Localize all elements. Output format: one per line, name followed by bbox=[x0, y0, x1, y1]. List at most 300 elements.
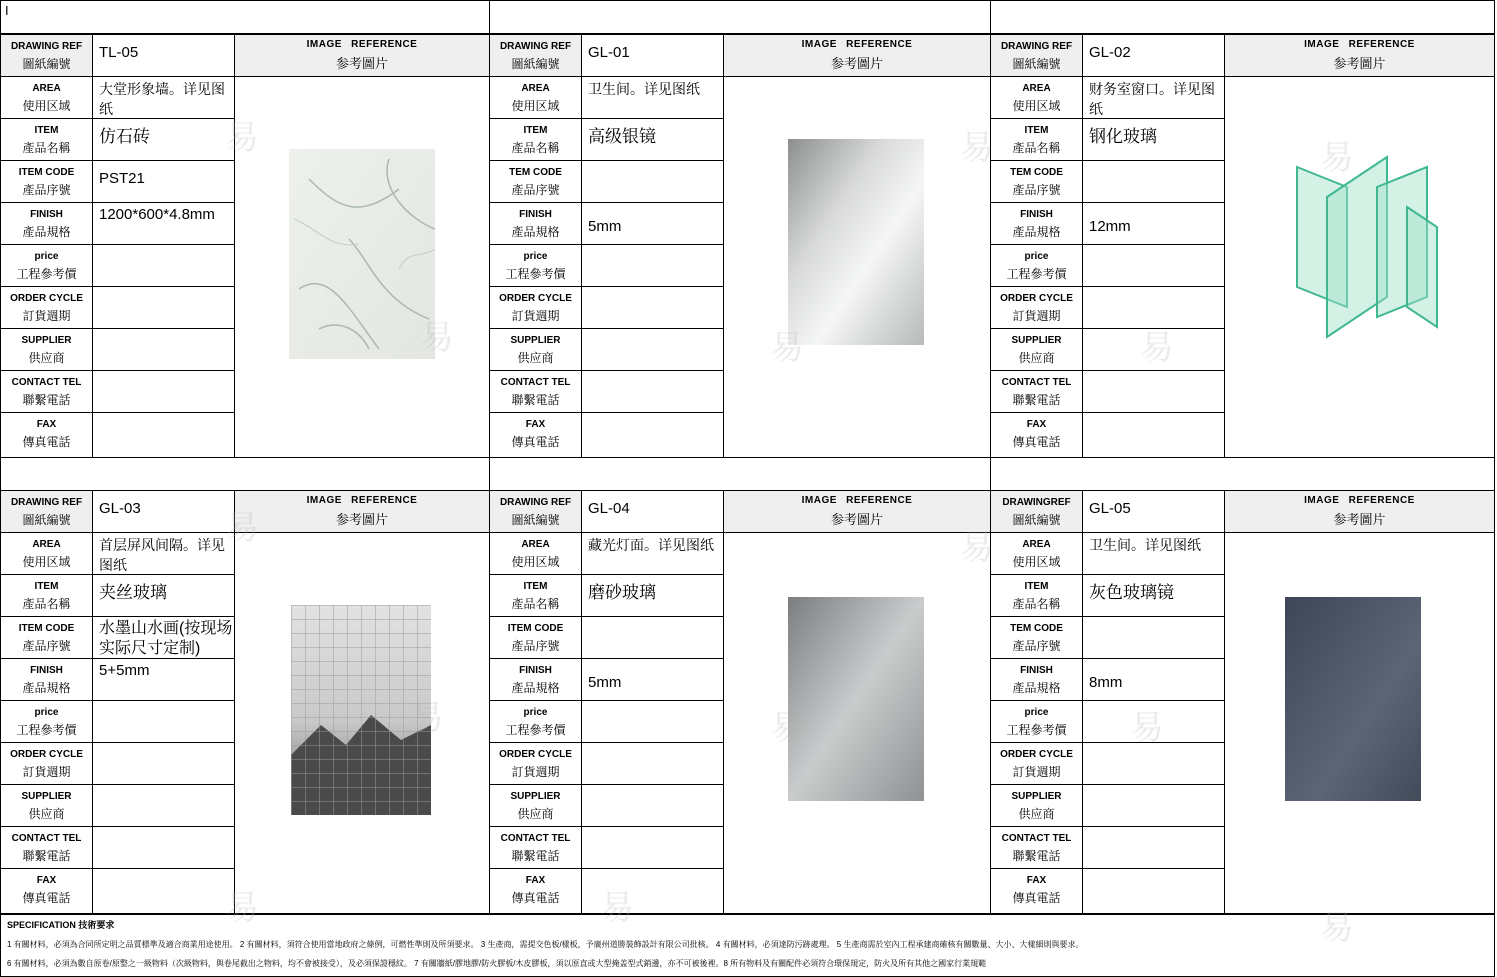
label-item bbox=[991, 575, 1082, 617]
label-fax bbox=[490, 869, 581, 910]
label-item bbox=[490, 575, 581, 617]
label-zh: 使用区域 bbox=[1012, 554, 1061, 569]
label-drawing_ref_alt bbox=[991, 491, 1082, 533]
material-panel bbox=[0, 34, 490, 458]
label-fax bbox=[1, 869, 92, 910]
separator-cell[interactable] bbox=[1, 458, 490, 491]
label-zh: 供应商 bbox=[28, 350, 65, 365]
label-en: SUPPLIER bbox=[1011, 790, 1062, 802]
label-en: AREA bbox=[521, 538, 550, 550]
label-zh: 訂貨週期 bbox=[511, 308, 560, 323]
label-zh: 傳真電話 bbox=[1012, 890, 1061, 905]
item-code-value[interactable] bbox=[582, 617, 723, 659]
label-en: ORDER CYCLE bbox=[1000, 748, 1073, 760]
label-en: AREA bbox=[1022, 538, 1051, 550]
watermark-glyph: 易 bbox=[410, 698, 444, 738]
label-fax bbox=[991, 413, 1082, 454]
area-value[interactable]: 财务室窗口。详见图纸 bbox=[1083, 77, 1224, 119]
drawing-ref-value[interactable]: TL-05 bbox=[93, 35, 234, 77]
order-cycle-value[interactable] bbox=[93, 743, 234, 785]
label-en: DRAWINGREF bbox=[1002, 496, 1071, 508]
top-cell-3[interactable] bbox=[991, 1, 1494, 33]
item-value[interactable]: 磨砂玻璃 bbox=[582, 575, 723, 617]
fax-value[interactable] bbox=[1083, 413, 1224, 454]
contact-tel-value[interactable] bbox=[1083, 371, 1224, 413]
label-en: ITEM bbox=[1024, 580, 1049, 592]
label-en: TEM CODE bbox=[1010, 622, 1063, 634]
contact-tel-value[interactable] bbox=[1083, 827, 1224, 869]
label-en: ORDER CYCLE bbox=[10, 748, 83, 760]
label-en: ORDER CYCLE bbox=[499, 748, 572, 760]
item-value[interactable]: 灰色玻璃镜 bbox=[1083, 575, 1224, 617]
label-area bbox=[490, 533, 581, 575]
label-zh: 圖紙編號 bbox=[22, 56, 71, 71]
separator-row bbox=[0, 458, 1495, 491]
label-finish bbox=[490, 659, 581, 701]
label-en: FAX bbox=[525, 418, 546, 430]
label-en: CONTACT TEL bbox=[1001, 376, 1072, 388]
label-en: ITEM CODE bbox=[18, 622, 75, 634]
label-order_cycle bbox=[490, 287, 581, 329]
label-column bbox=[991, 491, 1083, 913]
drawing-ref-value[interactable]: GL-01 bbox=[582, 35, 723, 77]
value-column bbox=[582, 35, 724, 457]
watermark-glyph: 易 bbox=[600, 888, 634, 928]
label-column bbox=[490, 491, 582, 913]
label-item_code bbox=[490, 617, 581, 659]
watermark-glyph: 易 bbox=[960, 528, 994, 568]
label-supplier bbox=[1, 329, 92, 371]
drawing-ref-value[interactable]: GL-02 bbox=[1083, 35, 1224, 77]
drawing-ref-value[interactable]: GL-03 bbox=[93, 491, 234, 533]
supplier-value[interactable] bbox=[1083, 329, 1224, 371]
fax-value[interactable] bbox=[1083, 869, 1224, 910]
label-en: DRAWING REF bbox=[10, 40, 83, 52]
watermark-glyph: 易 bbox=[1320, 138, 1354, 178]
value-column bbox=[93, 491, 235, 913]
label-order_cycle bbox=[1, 287, 92, 329]
label-en: FINISH bbox=[30, 664, 63, 676]
label-en: DRAWING REF bbox=[1000, 40, 1073, 52]
image-reference-column bbox=[1225, 491, 1494, 913]
label-en: price bbox=[1024, 250, 1049, 262]
image-reference-column bbox=[724, 491, 990, 913]
contact-tel-value[interactable] bbox=[582, 371, 723, 413]
label-zh: 產品名稱 bbox=[1012, 596, 1061, 611]
label-zh: 產品序號 bbox=[1012, 182, 1061, 197]
label-item bbox=[991, 119, 1082, 161]
image-reference-header bbox=[724, 491, 990, 533]
label-order_cycle bbox=[1, 743, 92, 785]
label-zh: 使用区域 bbox=[511, 554, 560, 569]
label-en: price bbox=[523, 250, 548, 262]
label-zh: 產品規格 bbox=[511, 224, 560, 239]
label-finish bbox=[991, 203, 1082, 245]
separator-cell[interactable] bbox=[490, 458, 991, 491]
label-zh: 供应商 bbox=[28, 806, 65, 821]
label-supplier bbox=[991, 329, 1082, 371]
image-reference-header bbox=[235, 35, 489, 77]
value-column bbox=[1083, 491, 1225, 913]
label-en: FAX bbox=[1026, 874, 1047, 886]
image-reference-header bbox=[1225, 35, 1494, 77]
area-value[interactable]: 卫生间。详见图纸 bbox=[582, 77, 723, 119]
image-reference-header bbox=[235, 491, 489, 533]
label-price bbox=[490, 245, 581, 287]
label-zh: 產品名稱 bbox=[22, 140, 71, 155]
label-item bbox=[490, 119, 581, 161]
label-order_cycle bbox=[490, 743, 581, 785]
label-zh: 工程參考價 bbox=[505, 722, 566, 737]
image-reference-column bbox=[235, 491, 489, 913]
image-reference-area bbox=[235, 533, 489, 913]
item-code-value[interactable] bbox=[582, 161, 723, 203]
label-en: FAX bbox=[1026, 418, 1047, 430]
material-panel bbox=[990, 34, 1495, 458]
watermark-glyph: 易 bbox=[225, 118, 259, 158]
price-value[interactable] bbox=[93, 245, 234, 287]
order-cycle-value[interactable] bbox=[1083, 287, 1224, 329]
supplier-value[interactable] bbox=[93, 329, 234, 371]
material-sample-image bbox=[1287, 147, 1447, 352]
material-sample-image bbox=[788, 139, 924, 350]
item-code-value[interactable] bbox=[1083, 617, 1224, 659]
contact-tel-value[interactable] bbox=[93, 371, 234, 413]
image-reference-en: IMAGE REFERENCE bbox=[1304, 495, 1415, 506]
finish-value[interactable]: 12mm bbox=[1083, 203, 1224, 245]
label-en: AREA bbox=[1022, 82, 1051, 94]
label-zh: 使用区域 bbox=[1012, 98, 1061, 113]
watermark-glyph: 易 bbox=[225, 888, 259, 928]
label-area bbox=[991, 533, 1082, 575]
label-finish bbox=[1, 659, 92, 701]
label-en: FAX bbox=[36, 874, 57, 886]
label-en: DRAWING REF bbox=[10, 496, 83, 508]
label-en: ORDER CYCLE bbox=[499, 292, 572, 304]
item-code-value[interactable] bbox=[1083, 161, 1224, 203]
contact-tel-value[interactable] bbox=[93, 827, 234, 869]
label-zh: 供应商 bbox=[1018, 350, 1055, 365]
order-cycle-value[interactable] bbox=[582, 287, 723, 329]
specification-line-2: 6 有關材料，必須為數自原卷/原整之一級物料（次級物料，與卷尾截出之物料，均不會被接受），及必須保證穩紋。 7 有關牆紙/膠地膠/防火膠板/木皮膠板，須以原直或大型掩盖型式銷邊，亦不可被後裡。8 所有物料及有關配件必須符合環保規定，防火及所有其他之國家行業規範 bbox=[7, 959, 987, 968]
label-zh: 傳真電話 bbox=[511, 434, 560, 449]
image-reference-area bbox=[724, 77, 990, 457]
image-reference-header bbox=[1225, 491, 1494, 533]
watermark-glyph: 易 bbox=[1130, 708, 1164, 748]
label-price bbox=[490, 701, 581, 743]
material-panel bbox=[489, 490, 991, 914]
label-zh: 產品序號 bbox=[511, 638, 560, 653]
price-value[interactable] bbox=[93, 701, 234, 743]
label-contact_tel bbox=[1, 827, 92, 869]
image-reference-zh: 参考圖片 bbox=[1333, 56, 1386, 71]
label-en: TEM CODE bbox=[1010, 166, 1063, 178]
watermark-glyph: 易 bbox=[420, 318, 454, 358]
label-en: ITEM bbox=[523, 580, 548, 592]
item-value[interactable]: 仿石砖 bbox=[93, 119, 234, 161]
label-order_cycle bbox=[991, 287, 1082, 329]
image-reference-en: IMAGE REFERENCE bbox=[306, 39, 418, 50]
material-sample-image bbox=[291, 605, 431, 820]
label-zh: 聯繫電話 bbox=[1012, 848, 1061, 863]
item-code-value[interactable]: 水墨山水画(按现场实际尺寸定制) bbox=[93, 617, 234, 659]
order-cycle-value[interactable] bbox=[93, 287, 234, 329]
label-fax bbox=[991, 869, 1082, 910]
label-supplier bbox=[991, 785, 1082, 827]
label-zh: 供应商 bbox=[517, 806, 554, 821]
material-panel bbox=[0, 490, 490, 914]
material-sample-image bbox=[1285, 597, 1421, 806]
fax-value[interactable] bbox=[582, 869, 723, 910]
order-cycle-value[interactable] bbox=[1083, 743, 1224, 785]
label-zh: 使用区域 bbox=[22, 98, 71, 113]
label-zh: 產品規格 bbox=[1012, 680, 1061, 695]
label-zh: 產品規格 bbox=[511, 680, 560, 695]
label-en: FINISH bbox=[1020, 664, 1053, 676]
finish-value[interactable]: 5+5mm bbox=[93, 659, 234, 701]
value-column bbox=[1083, 35, 1225, 457]
item-code-value[interactable]: PST21 bbox=[93, 161, 234, 203]
label-fax bbox=[490, 413, 581, 454]
image-reference-column bbox=[1225, 35, 1494, 457]
label-en: FINISH bbox=[1020, 208, 1053, 220]
label-en: price bbox=[1024, 706, 1049, 718]
label-zh: 產品規格 bbox=[1012, 224, 1061, 239]
label-item_code bbox=[1, 161, 92, 203]
label-en: CONTACT TEL bbox=[500, 832, 571, 844]
top-cell[interactable]: I bbox=[1, 1, 490, 33]
supplier-value[interactable] bbox=[582, 785, 723, 827]
label-zh: 使用区域 bbox=[22, 554, 71, 569]
image-reference-area bbox=[1225, 533, 1494, 913]
fax-value[interactable] bbox=[93, 413, 234, 454]
supplier-value[interactable] bbox=[582, 329, 723, 371]
label-area bbox=[490, 77, 581, 119]
label-drawing_ref bbox=[490, 491, 581, 533]
label-en: ITEM bbox=[523, 124, 548, 136]
price-value[interactable] bbox=[1083, 245, 1224, 287]
label-column bbox=[490, 35, 582, 457]
label-column bbox=[1, 35, 93, 457]
label-tem_code bbox=[991, 617, 1082, 659]
watermark-glyph: 易 bbox=[225, 508, 259, 548]
label-area bbox=[1, 77, 92, 119]
watermark-glyph: 易 bbox=[1320, 908, 1354, 948]
image-reference-en: IMAGE REFERENCE bbox=[801, 495, 913, 506]
material-sample-image bbox=[788, 597, 924, 806]
label-tem_code bbox=[490, 161, 581, 203]
price-value[interactable] bbox=[1083, 701, 1224, 743]
label-en: FINISH bbox=[519, 208, 552, 220]
label-en: price bbox=[523, 706, 548, 718]
label-zh: 工程參考價 bbox=[1006, 722, 1067, 737]
image-reference-en: IMAGE REFERENCE bbox=[1304, 39, 1415, 50]
label-zh: 訂貨週期 bbox=[1012, 308, 1061, 323]
label-zh: 產品名稱 bbox=[511, 140, 560, 155]
area-value[interactable]: 大堂形象墙。详见图纸 bbox=[93, 77, 234, 119]
label-en: ITEM CODE bbox=[507, 622, 564, 634]
label-en: ITEM CODE bbox=[18, 166, 75, 178]
label-en: AREA bbox=[32, 538, 61, 550]
label-zh: 工程參考價 bbox=[1006, 266, 1067, 281]
label-price bbox=[1, 245, 92, 287]
image-reference-en: IMAGE REFERENCE bbox=[801, 39, 913, 50]
price-value[interactable] bbox=[582, 701, 723, 743]
image-reference-zh: 参考圖片 bbox=[1333, 512, 1386, 527]
image-reference-column bbox=[724, 35, 990, 457]
label-tem_code bbox=[991, 161, 1082, 203]
label-zh: 傳真電話 bbox=[1012, 434, 1061, 449]
fax-value[interactable] bbox=[93, 869, 234, 910]
label-zh: 傳真電話 bbox=[22, 890, 71, 905]
contact-tel-value[interactable] bbox=[582, 827, 723, 869]
label-finish bbox=[991, 659, 1082, 701]
area-value[interactable]: 首层屏风间隔。详见图纸 bbox=[93, 533, 234, 575]
label-zh: 圖紙編號 bbox=[511, 512, 560, 527]
label-item_code bbox=[1, 617, 92, 659]
finish-value[interactable]: 5mm bbox=[582, 203, 723, 245]
label-supplier bbox=[490, 329, 581, 371]
label-en: SUPPLIER bbox=[510, 334, 561, 346]
finish-value[interactable]: 5mm bbox=[582, 659, 723, 701]
area-value[interactable]: 藏光灯面。详见图纸 bbox=[582, 533, 723, 575]
label-zh: 產品序號 bbox=[22, 638, 71, 653]
label-zh: 供应商 bbox=[1018, 806, 1055, 821]
area-value[interactable]: 卫生间。详见图纸 bbox=[1083, 533, 1224, 575]
label-item bbox=[1, 119, 92, 161]
label-zh: 工程參考價 bbox=[16, 722, 77, 737]
label-en: ITEM bbox=[34, 580, 59, 592]
finish-value[interactable]: 1200*600*4.8mm bbox=[93, 203, 234, 245]
value-column bbox=[93, 35, 235, 457]
label-contact_tel bbox=[1, 371, 92, 413]
label-column bbox=[991, 35, 1083, 457]
specification-section bbox=[0, 914, 1495, 977]
specification-line-1: 1 有關材料，必須為合同所定明之品質標準及適合商業用途使用。 2 有關材料，須符合使用當地政府之條例，可燃性準則及所須要求。 3 生產商，需提交色板/樣板，予廣州道勝裝飾設計有限公司批核。 4 有關材料，必須達防污跡處理。 5 生產商需於室內工程承建商確核有關數量、大小、大樣細則與要求。 bbox=[7, 940, 1084, 949]
label-en: price bbox=[34, 250, 59, 262]
finish-value[interactable]: 8mm bbox=[1083, 659, 1224, 701]
label-zh: 訂貨週期 bbox=[22, 308, 71, 323]
item-value[interactable]: 夹丝玻璃 bbox=[93, 575, 234, 617]
label-zh: 產品規格 bbox=[22, 224, 71, 239]
label-zh: 訂貨週期 bbox=[511, 764, 560, 779]
label-zh: 產品序號 bbox=[1012, 638, 1061, 653]
label-contact_tel bbox=[490, 371, 581, 413]
top-row bbox=[0, 0, 1495, 34]
label-area bbox=[1, 533, 92, 575]
label-zh: 供应商 bbox=[517, 350, 554, 365]
label-supplier bbox=[1, 785, 92, 827]
label-supplier bbox=[490, 785, 581, 827]
label-en: ORDER CYCLE bbox=[1000, 292, 1073, 304]
label-drawing_ref bbox=[490, 35, 581, 77]
label-en: FINISH bbox=[30, 208, 63, 220]
label-en: AREA bbox=[32, 82, 61, 94]
label-drawing_ref bbox=[1, 491, 92, 533]
label-en: DRAWING REF bbox=[499, 40, 572, 52]
image-reference-area bbox=[724, 533, 990, 913]
label-en: FAX bbox=[525, 874, 546, 886]
label-zh: 聯繫電話 bbox=[511, 392, 560, 407]
label-zh: 訂貨週期 bbox=[1012, 764, 1061, 779]
label-en: CONTACT TEL bbox=[11, 376, 82, 388]
label-zh: 傳真電話 bbox=[22, 434, 71, 449]
label-order_cycle bbox=[991, 743, 1082, 785]
drawing-ref-value[interactable]: GL-04 bbox=[582, 491, 723, 533]
label-en: SUPPLIER bbox=[1011, 334, 1062, 346]
image-reference-area bbox=[1225, 77, 1494, 457]
label-contact_tel bbox=[991, 827, 1082, 869]
order-cycle-value[interactable] bbox=[582, 743, 723, 785]
watermark-glyph: 易 bbox=[960, 128, 994, 168]
image-reference-en: IMAGE REFERENCE bbox=[306, 495, 418, 506]
top-cell-2[interactable] bbox=[490, 1, 991, 33]
label-drawing_ref bbox=[991, 35, 1082, 77]
label-zh: 圖紙編號 bbox=[1012, 56, 1061, 71]
label-zh: 工程參考價 bbox=[16, 266, 77, 281]
label-en: AREA bbox=[521, 82, 550, 94]
label-zh: 產品序號 bbox=[511, 182, 560, 197]
material-sample-image bbox=[289, 149, 435, 364]
label-item bbox=[1, 575, 92, 617]
label-zh: 圖紙編號 bbox=[1012, 512, 1061, 527]
label-zh: 訂貨週期 bbox=[22, 764, 71, 779]
label-price bbox=[991, 245, 1082, 287]
drawing-ref-value[interactable]: GL-05 bbox=[1083, 491, 1224, 533]
material-panel bbox=[489, 34, 991, 458]
label-en: price bbox=[34, 706, 59, 718]
label-en: SUPPLIER bbox=[21, 334, 72, 346]
label-zh: 產品序號 bbox=[22, 182, 71, 197]
item-value[interactable]: 高级银镜 bbox=[582, 119, 723, 161]
label-en: ITEM bbox=[1024, 124, 1049, 136]
label-en: FINISH bbox=[519, 664, 552, 676]
label-en: ITEM bbox=[34, 124, 59, 136]
item-value[interactable]: 钢化玻璃 bbox=[1083, 119, 1224, 161]
label-en: DRAWING REF bbox=[499, 496, 572, 508]
label-en: ORDER CYCLE bbox=[10, 292, 83, 304]
supplier-value[interactable] bbox=[1083, 785, 1224, 827]
label-en: SUPPLIER bbox=[510, 790, 561, 802]
label-en: TEM CODE bbox=[509, 166, 562, 178]
material-panel bbox=[990, 490, 1495, 914]
specification-title: SPECIFICATION 技術要求 bbox=[7, 920, 115, 930]
separator-cell[interactable] bbox=[991, 458, 1494, 491]
label-zh: 傳真電話 bbox=[511, 890, 560, 905]
label-fax bbox=[1, 413, 92, 454]
watermark-glyph: 易 bbox=[770, 328, 804, 368]
label-zh: 產品名稱 bbox=[1012, 140, 1061, 155]
label-en: FAX bbox=[36, 418, 57, 430]
label-en: SUPPLIER bbox=[21, 790, 72, 802]
image-reference-zh: 参考圖片 bbox=[335, 56, 388, 71]
label-en: CONTACT TEL bbox=[1001, 832, 1072, 844]
label-zh: 工程參考價 bbox=[505, 266, 566, 281]
watermark-glyph: 易 bbox=[1140, 328, 1174, 368]
label-contact_tel bbox=[991, 371, 1082, 413]
price-value[interactable] bbox=[582, 245, 723, 287]
label-en: CONTACT TEL bbox=[500, 376, 571, 388]
label-zh: 使用区域 bbox=[511, 98, 560, 113]
image-reference-area bbox=[235, 77, 489, 457]
label-zh: 產品名稱 bbox=[511, 596, 560, 611]
fax-value[interactable] bbox=[582, 413, 723, 454]
supplier-value[interactable] bbox=[93, 785, 234, 827]
value-column bbox=[582, 491, 724, 913]
label-finish bbox=[490, 203, 581, 245]
watermark-glyph: 易 bbox=[770, 708, 804, 748]
label-zh: 聯繫電話 bbox=[22, 392, 71, 407]
